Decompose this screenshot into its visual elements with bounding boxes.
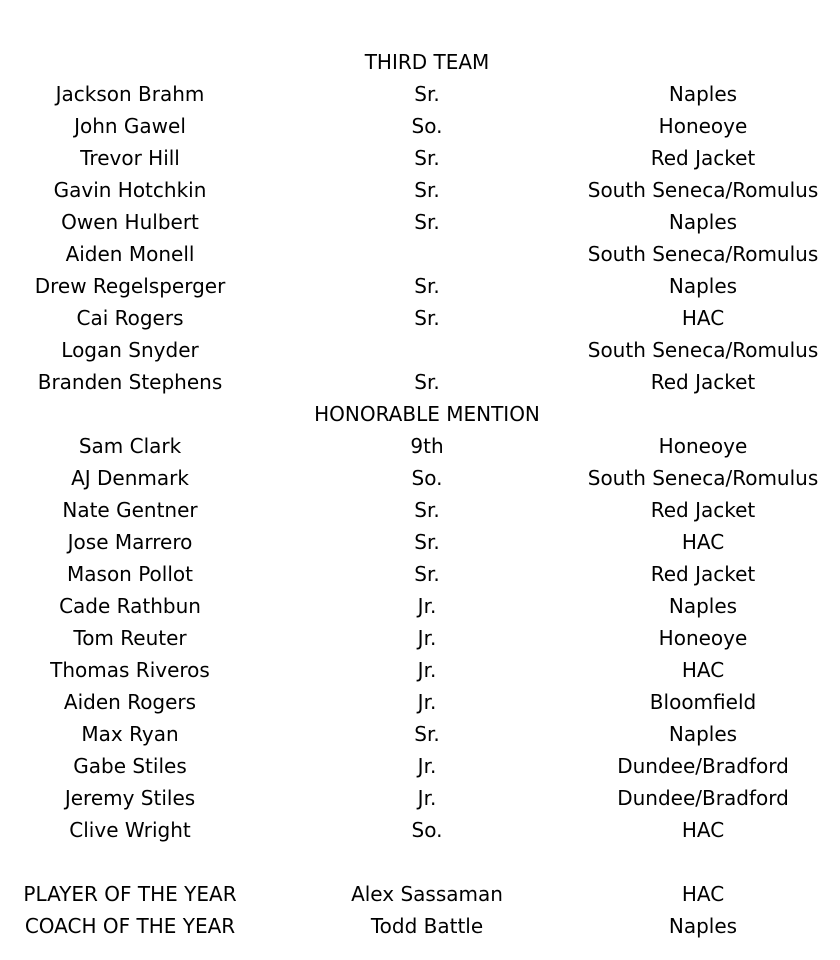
player-school: Naples <box>668 594 738 618</box>
player-name: Logan Snyder <box>61 338 199 362</box>
player-grade: Sr. <box>414 178 440 202</box>
player-name: Jackson Brahm <box>55 82 205 106</box>
table-row <box>0 302 840 334</box>
player-school: HAC <box>681 530 725 554</box>
table-row <box>0 686 840 718</box>
player-name: Gavin Hotchkin <box>53 178 207 202</box>
player-grade: Sr. <box>414 210 440 234</box>
player-school: Dundee/Bradford <box>617 754 789 778</box>
player-school: Honeoye <box>658 626 748 650</box>
player-name: Aiden Rogers <box>63 690 197 714</box>
player-grade: Jr. <box>417 786 437 810</box>
player-name: John Gawel <box>74 114 186 138</box>
player-school: South Seneca/Romulus <box>587 338 819 362</box>
player-name: Trevor Hill <box>80 146 180 170</box>
table-row <box>0 174 840 206</box>
table-row <box>0 622 840 654</box>
player-name: Sam Clark <box>78 434 182 458</box>
table-row <box>0 238 840 270</box>
player-school: Bloomfield <box>649 690 757 714</box>
award-row-player <box>0 878 840 910</box>
table-row <box>0 110 840 142</box>
player-grade: Jr. <box>417 594 437 618</box>
table-row <box>0 366 840 398</box>
award-row-coach <box>0 910 840 942</box>
player-school: South Seneca/Romulus <box>587 242 819 266</box>
player-school: Naples <box>668 82 738 106</box>
table-row <box>0 334 840 366</box>
player-school: Red Jacket <box>650 370 756 394</box>
player-name: Branden Stephens <box>37 370 223 394</box>
player-grade: So. <box>411 114 443 138</box>
player-name: Mason Pollot <box>67 562 193 586</box>
award-label: PLAYER OF THE YEAR <box>23 882 237 906</box>
table-row <box>0 590 840 622</box>
player-grade: Jr. <box>417 658 437 682</box>
table-row <box>0 750 840 782</box>
award-label: COACH OF THE YEAR <box>24 914 236 938</box>
table-row <box>0 494 840 526</box>
player-school: HAC <box>681 658 725 682</box>
player-grade: Jr. <box>417 626 437 650</box>
table-row <box>0 526 840 558</box>
player-name: Jose Marrero <box>67 530 193 554</box>
player-school: South Seneca/Romulus <box>587 466 819 490</box>
honorable-mention-title: HONORABLE MENTION <box>314 402 540 426</box>
player-name: Thomas Riveros <box>50 658 210 682</box>
player-school: Naples <box>668 722 738 746</box>
table-row <box>0 814 840 846</box>
player-grade: So. <box>411 818 443 842</box>
table-row <box>0 142 840 174</box>
section-spacer <box>0 846 840 878</box>
player-grade: Jr. <box>417 690 437 714</box>
player-school: Red Jacket <box>650 498 756 522</box>
player-grade: Sr. <box>414 370 440 394</box>
player-grade: 9th <box>410 434 444 458</box>
table-row <box>0 462 840 494</box>
award-school: HAC <box>681 882 725 906</box>
player-school: Honeoye <box>658 114 748 138</box>
table-row <box>0 782 840 814</box>
player-school: Red Jacket <box>650 146 756 170</box>
player-name: Clive Wright <box>69 818 191 842</box>
table-row <box>0 270 840 302</box>
player-grade: So. <box>411 466 443 490</box>
third-team-title: THIRD TEAM <box>364 50 490 74</box>
table-row <box>0 78 840 110</box>
player-grade: Sr. <box>414 306 440 330</box>
player-school: Dundee/Bradford <box>617 786 789 810</box>
player-grade: Sr. <box>414 82 440 106</box>
player-school: Red Jacket <box>650 562 756 586</box>
player-grade: Sr. <box>414 146 440 170</box>
player-grade: Sr. <box>414 562 440 586</box>
player-name: Owen Hulbert <box>61 210 199 234</box>
player-name: Cai Rogers <box>76 306 184 330</box>
player-school: Naples <box>668 210 738 234</box>
player-grade: Sr. <box>414 498 440 522</box>
player-school: HAC <box>681 306 725 330</box>
table-row <box>0 206 840 238</box>
player-name: Tom Reuter <box>73 626 187 650</box>
table-row <box>0 654 840 686</box>
award-recipient: Todd Battle <box>370 914 484 938</box>
player-grade: Sr. <box>414 530 440 554</box>
player-name: Gabe Stiles <box>73 754 187 778</box>
table-row <box>0 718 840 750</box>
award-recipient: Alex Sassaman <box>351 882 503 906</box>
player-name: Nate Gentner <box>62 498 198 522</box>
player-name: Cade Rathbun <box>59 594 201 618</box>
section-heading-honorable-mention <box>0 398 840 430</box>
section-heading-third-team <box>0 46 840 78</box>
player-school: Honeoye <box>658 434 748 458</box>
player-school: HAC <box>681 818 725 842</box>
player-grade: Sr. <box>414 722 440 746</box>
player-grade: Jr. <box>417 754 437 778</box>
award-school: Naples <box>668 914 738 938</box>
player-name: Jeremy Stiles <box>64 786 196 810</box>
player-name: Max Ryan <box>81 722 179 746</box>
table-row <box>0 558 840 590</box>
all-league-document <box>0 46 840 942</box>
table-row <box>0 430 840 462</box>
player-name: Drew Regelsperger <box>34 274 226 298</box>
player-name: AJ Denmark <box>71 466 189 490</box>
player-name: Aiden Monell <box>65 242 195 266</box>
player-school: South Seneca/Romulus <box>587 178 819 202</box>
player-school: Naples <box>668 274 738 298</box>
player-grade: Sr. <box>414 274 440 298</box>
